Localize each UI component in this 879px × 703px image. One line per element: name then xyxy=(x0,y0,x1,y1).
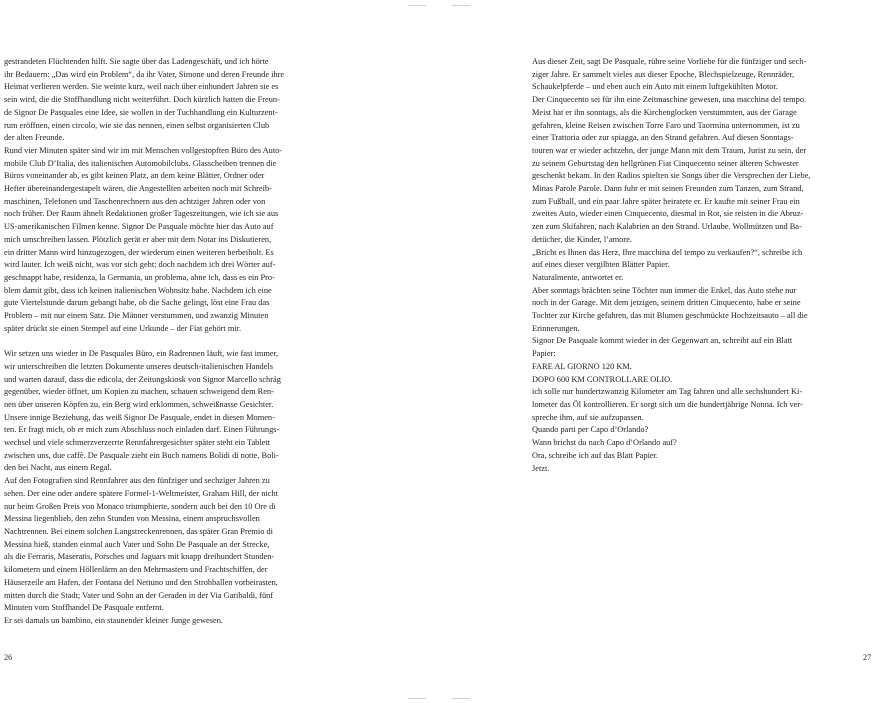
text-line: „Bricht es Ihnen das Herz, Ihre macchina del tempo zu verkaufen?“, schreibe ich xyxy=(532,247,803,257)
text-line: DOPO 600 KM CONTROLLARE OLIO. xyxy=(532,374,673,384)
text-line: rum eröffnen, einen circolo, wie sie das nennen, einen selbst organisierten Club xyxy=(4,120,270,130)
text-line: mich umschreiben lassen. Plötzlich gerät er aber mit dem Notar ins Diskutieren, xyxy=(4,234,272,244)
text-line: Büros voneinander ab, es gibt keinen Platz, an dem keine Blätter, Ordner oder xyxy=(4,171,265,181)
text-line: gestrandeten Flüchtenden hilft. Sie sagte über das Ladengeschäft, und ich hörte xyxy=(4,57,269,66)
text-line: noch in der Garage. Mit dem jetzigen, seinem dritten Cinquecento, habe er seine xyxy=(532,298,801,308)
text-line: gegenüber, wieder öffnet, um Kopien zu machen, schauen schweigend dem Ren- xyxy=(4,387,274,397)
crop-mark-bottom-right xyxy=(452,698,470,699)
text-line: de Signor De Pasquales eine Idee, sie wollen in der Tuchhandlung ein Kulturzent- xyxy=(4,107,278,117)
text-line: der alten Freunde. xyxy=(4,133,65,143)
text-line: mobile Club D’Italia, des italienischen Automobilclubs. Glasscheiben trennen die xyxy=(4,158,277,168)
text-line: wir unterschreiben die letzten Dokumente unseres deutsch-italienischen Handels xyxy=(4,361,273,371)
text-line: lometer das Öl kontrollieren. Er sorgt sich um die hundertjährige Nonna. Ich ver- xyxy=(532,399,803,409)
text-line: Aus dieser Zeit, sagt De Pasquale, rühre seine Vorliebe für die fünfziger und sech- xyxy=(532,57,807,66)
text-line: spreche ihm, auf sie aufzupassen. xyxy=(532,412,644,422)
text-line: nur beim Großen Preis von Monaco triumphierte, sondern auch bei den 10 Ore di xyxy=(4,501,276,511)
text-line: detücher, die Kinder, l’amore. xyxy=(532,234,632,244)
text-line: ten. Er fragt mich, ob er mich zum Abschluss noch einladen darf. Einen Führungs- xyxy=(4,425,280,435)
text-line: gefahren, kleine Reisen zwischen Torre Faro und Taormina unternommen, ist zu xyxy=(532,120,800,130)
right-block xyxy=(532,56,873,475)
text-line: den bei Nacht, aus einem Regal. xyxy=(4,463,112,473)
text-line: Meist hat er ihn sonntags, als die Kirchenglocken verstummten, aus der Garage xyxy=(532,107,797,117)
text-line: wird lauter. Ich weiß nicht, was vor sich geht; doch nachdem ich drei Wörter auf- xyxy=(4,260,276,270)
text-line: sein wird, die die Stoffhandlung nicht weiterführt. Doch kürzlich hatten die Freun- xyxy=(4,95,280,105)
text-line: Quando parti per Capo d’Orlando? xyxy=(532,425,649,435)
text-line: ziger Jahre. Er sammelt vieles aus dieser Epoche, Blechspielzeuge, Rennräder, xyxy=(532,69,795,79)
text-line: Tochter zur Kirche gefahren, das mit Blumen geschmückte Hochzeitsauto – all die xyxy=(532,311,808,321)
text-line: als die Ferraris, Maseratis, Porsches und Jaguars mit knapp dreihundert Stunden- xyxy=(4,552,275,562)
text-line: geschenkt bekam. In den Radios spielten sie Songs über die Versprechen der Liebe, xyxy=(532,171,811,181)
text-line: Unsere innige Beziehung, das weiß Signor De Pasquale, endet in diesen Momen- xyxy=(4,412,275,422)
text-line: auf eines dieser vergilbten Blätter Papier. xyxy=(532,260,670,270)
text-line: zwischen uns, due caffè. De Pasquale zieht ein Buch namens Bolidi di notte, Boli- xyxy=(4,450,279,460)
left-page-number: 26 xyxy=(4,653,13,662)
text-line: Ora, schreibe ich auf das Blatt Papier. xyxy=(532,450,659,460)
text-line: ein dritter Mann wird hinzugezogen, der wiederum einen weiteren herbeiholt. Es xyxy=(4,247,274,257)
crop-mark-bottom-left xyxy=(408,698,426,699)
text-line: Häuserzeile am Hafen, der Fontana del Nettuno und den Strohballen vorbeirasten, xyxy=(4,577,278,587)
left-block-2 xyxy=(4,348,345,627)
text-line: Signor De Pasquale kommt wieder in der Gegenwart an, schreibt auf ein Blatt xyxy=(532,336,793,346)
text-line: mitten durch die Stadt; Vater und Sohn an der Geraden in der Via Garibaldi, fünf xyxy=(4,590,274,600)
text-line: FARE AL GIORNO 120 KM. xyxy=(532,361,632,371)
right-page-body xyxy=(532,56,873,475)
text-line: wechsel und viele schmerzverzerrte Rennfahrergesichter später steht ein Tablett xyxy=(4,438,270,448)
text-line: Heimat verlieren werden. Sie weinte kurz, weil nach über einhundert Jahren sie es xyxy=(4,82,279,92)
left-block-1 xyxy=(4,56,345,335)
text-line: nen über unseren Köpfen zu, ein Berg wird erklommen, schweißnasse Gesichter. xyxy=(4,399,274,409)
text-line: zum Fußball, und ein paar Jahre später heiratete er. Er kaufte mit seiner Frau ein xyxy=(532,196,800,206)
text-line: noch früher. Der Raum ähnelt Redaktionen großer Tageszeitungen, wie ich sie aus xyxy=(4,209,279,219)
text-line: US-amerikanischen Filmen kenne. Signor De Pasquale möchte hier das Auto auf xyxy=(4,222,274,232)
text-line: Hefter übereinandergestapelt wären, die Angestellten arbeiten noch mit Schreib- xyxy=(4,184,272,194)
text-line: gute Viertelstunde darum gebangt habe, ob die Sache gelingt, löst eine Frau das xyxy=(4,298,270,308)
text-line: Der Cinquecento sei für ihn eine Zeitmaschine gewesen, una macchina del tempo. xyxy=(532,95,807,105)
text-line: Minuten vom Stoffhandel De Pasquale entfernt. xyxy=(4,603,164,613)
text-line: sehen. Der eine oder andere spätere Formel-1-Weltmeister, Graham Hill, der nicht xyxy=(4,488,278,498)
text-line: ihr Bedauern: „Das wird ein Problem“, da ihr Vater, Simone und deren Freunde ihre xyxy=(4,69,285,79)
crop-mark-top-left xyxy=(408,5,426,6)
text-line: Schaukelpferde – und eben auch ein Auto mit einem luftgekühlten Motor. xyxy=(532,82,778,92)
text-line: Messina liegenblieb, den zehn Stunden von Messina, einem anspruchsvollen xyxy=(4,514,260,524)
text-line: zweites Auto, wieder einen Cinquecento, diesmal in Rot, sie reisten in die Abruz- xyxy=(532,209,804,219)
text-line: maschinen, Telefonen und Taschenrechnern aus den achtziger Jahren oder von xyxy=(4,196,266,206)
right-page xyxy=(532,56,873,475)
left-page-body xyxy=(4,56,345,628)
text-line: und warten darauf, dass die edicola, der Zeitungskiosk von Signor Marcello schräg xyxy=(4,374,281,384)
text-line: Wir setzen uns wieder in De Pasquales Büro, ein Radrennen läuft, wie fast immer, xyxy=(4,349,279,359)
text-line: Messina hieß, standen einmal auch Vater und Sohn De Pasquale an der Strecke, xyxy=(4,539,270,549)
text-line: Naturalmente, antwortet er. xyxy=(532,272,624,282)
text-line: ich solle nur hundertzwanzig Kilometer am Tag fahren und alle sechshundert Ki- xyxy=(532,387,803,397)
text-line: Er sei damals un bambino, ein staunender kleiner Junge gewesen. xyxy=(4,615,223,625)
text-line: Nachtrennen. Bei einem solchen Langstreckenrennen, das später Gran Premio di xyxy=(4,527,273,536)
text-line: zu seinem Geburtstag den hellgrünen Fiat Cinquecento seiner älteren Schwester xyxy=(532,158,799,168)
left-page xyxy=(4,56,345,628)
text-line: Problem – mit nur einem Satz. Die Männer verstummen, und zwanzig Minuten xyxy=(4,311,269,321)
text-line: Erinnerungen. xyxy=(532,323,580,333)
text-line: geschnappt habe, residenza, la Germania, un problema, ahne ich, dass es ein Pro- xyxy=(4,272,275,282)
text-line: Jetzt. xyxy=(532,463,550,473)
crop-mark-top-right xyxy=(452,5,470,6)
text-line: zen zum Skifahren, nach Kalabrien an den Strand. Urlaube. Wollmützen und Ba- xyxy=(532,222,802,232)
right-page-number: 27 xyxy=(863,653,872,662)
text-line: Aber sonntags brächten seine Töchter nun immer die Enkel, das Auto stehe nur xyxy=(532,285,797,295)
text-line: Minas Parole Parole. Dann fuhr er mit seinen Freunden zum Tanzen, zum Strand, xyxy=(532,184,804,194)
text-line: touren war er wieder achtzehn, der junge Mann mit dem Traum, Jurist zu sein, der xyxy=(532,145,807,155)
text-line: Wann brichst du nach Capo d’Orlando auf? xyxy=(532,438,677,448)
text-line: einer Trattoria oder zur spiagga, an den Strand gefahren. Auf diesen Sonntags- xyxy=(532,133,794,143)
text-line: Papier: xyxy=(532,349,556,359)
text-line: blem damit gibt, dass ich keinen italienischen Wohnsitz habe. Nachdem ich eine xyxy=(4,285,272,295)
text-line: Auf den Fotografien sind Rennfahrer aus den fünfziger und sechziger Jahren zu xyxy=(4,476,270,486)
text-line: Rund vier Minuten später sind wir im mit Menschen vollgestopften Büro des Auto- xyxy=(4,145,283,155)
text-line: später drückt sie einen Stempel auf eine Urkunde – der Fiat gehört mir. xyxy=(4,323,242,333)
text-line: kilometern und einem Höllenlärm an den Mehrmastern und Frachtschiffen, der xyxy=(4,565,268,575)
